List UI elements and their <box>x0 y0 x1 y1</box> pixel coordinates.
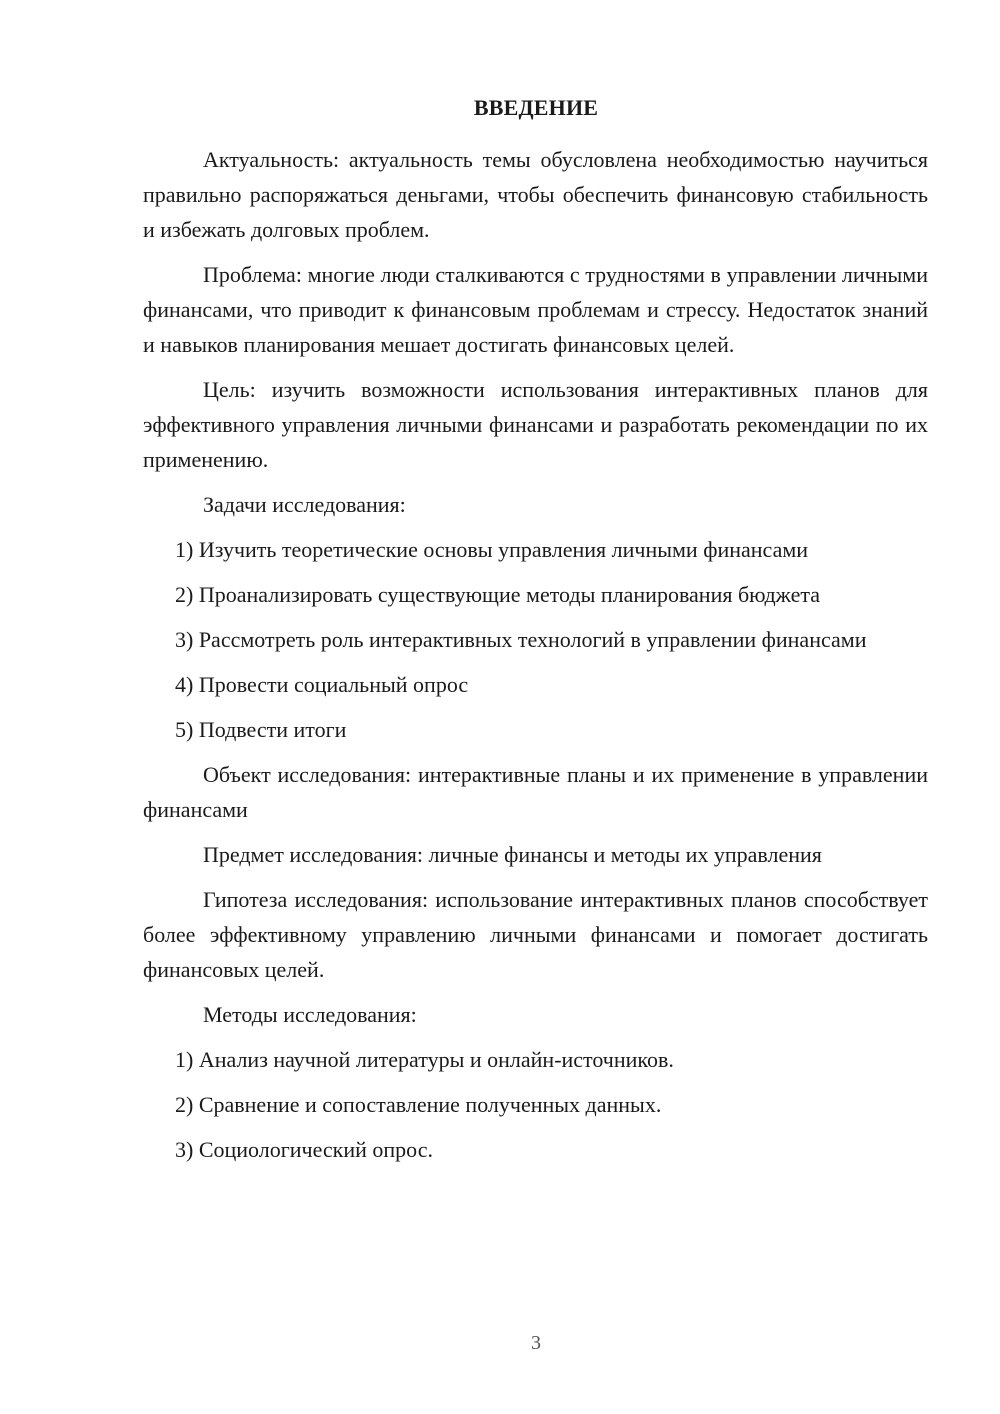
document-body <box>143 142 928 1177</box>
hypothesis-paragraph: Гипотеза исследования: использование интерактивных планов способствует более эффективному управлению личными финансами и помогает достигать финансовых целей. <box>143 887 928 982</box>
task-item-3: 3) Рассмотреть роль интерактивных технологий в управлении финансами <box>175 627 867 652</box>
section-title: ВВЕДЕНИЕ <box>473 95 599 120</box>
problem-paragraph: Проблема: многие люди сталкиваются с трудностями в управлении личными финансами, что приводит к финансовым проблемам и стрессу. Недостаток знаний и навыков планирования мешает достигать финансовых целей. <box>143 262 928 357</box>
page-number: 3 <box>531 1332 541 1354</box>
object-paragraph: Объект исследования: интерактивные планы и их применение в управлении финансами <box>143 762 928 822</box>
methods-heading: Методы исследования: <box>203 1002 417 1027</box>
task-item-1: 1) Изучить теоретические основы управления личными финансами <box>175 537 809 562</box>
goal-paragraph: Цель: изучить возможности использования интерактивных планов для эффективного управления личными финансами и разработать рекомендации по их применению. <box>143 377 928 472</box>
tasks-heading: Задачи исследования: <box>203 492 406 517</box>
method-item-2: 2) Сравнение и сопоставление полученных данных. <box>175 1092 662 1117</box>
method-item-1: 1) Анализ научной литературы и онлайн-источников. <box>175 1047 674 1072</box>
task-item-4: 4) Провести социальный опрос <box>175 672 469 697</box>
method-item-3: 3) Социологический опрос. <box>175 1137 433 1162</box>
relevance-paragraph: Актуальность: актуальность темы обусловлена необходимостью научиться правильно распоряжаться деньгами, чтобы обеспечить финансовую стабильность и избежать долговых проблем. <box>143 147 928 242</box>
task-item-5: 5) Подвести итоги <box>175 717 347 742</box>
subject-paragraph: Предмет исследования: личные финансы и методы их управления <box>203 842 822 867</box>
task-item-2: 2) Проанализировать существующие методы планирования бюджета <box>175 582 820 607</box>
